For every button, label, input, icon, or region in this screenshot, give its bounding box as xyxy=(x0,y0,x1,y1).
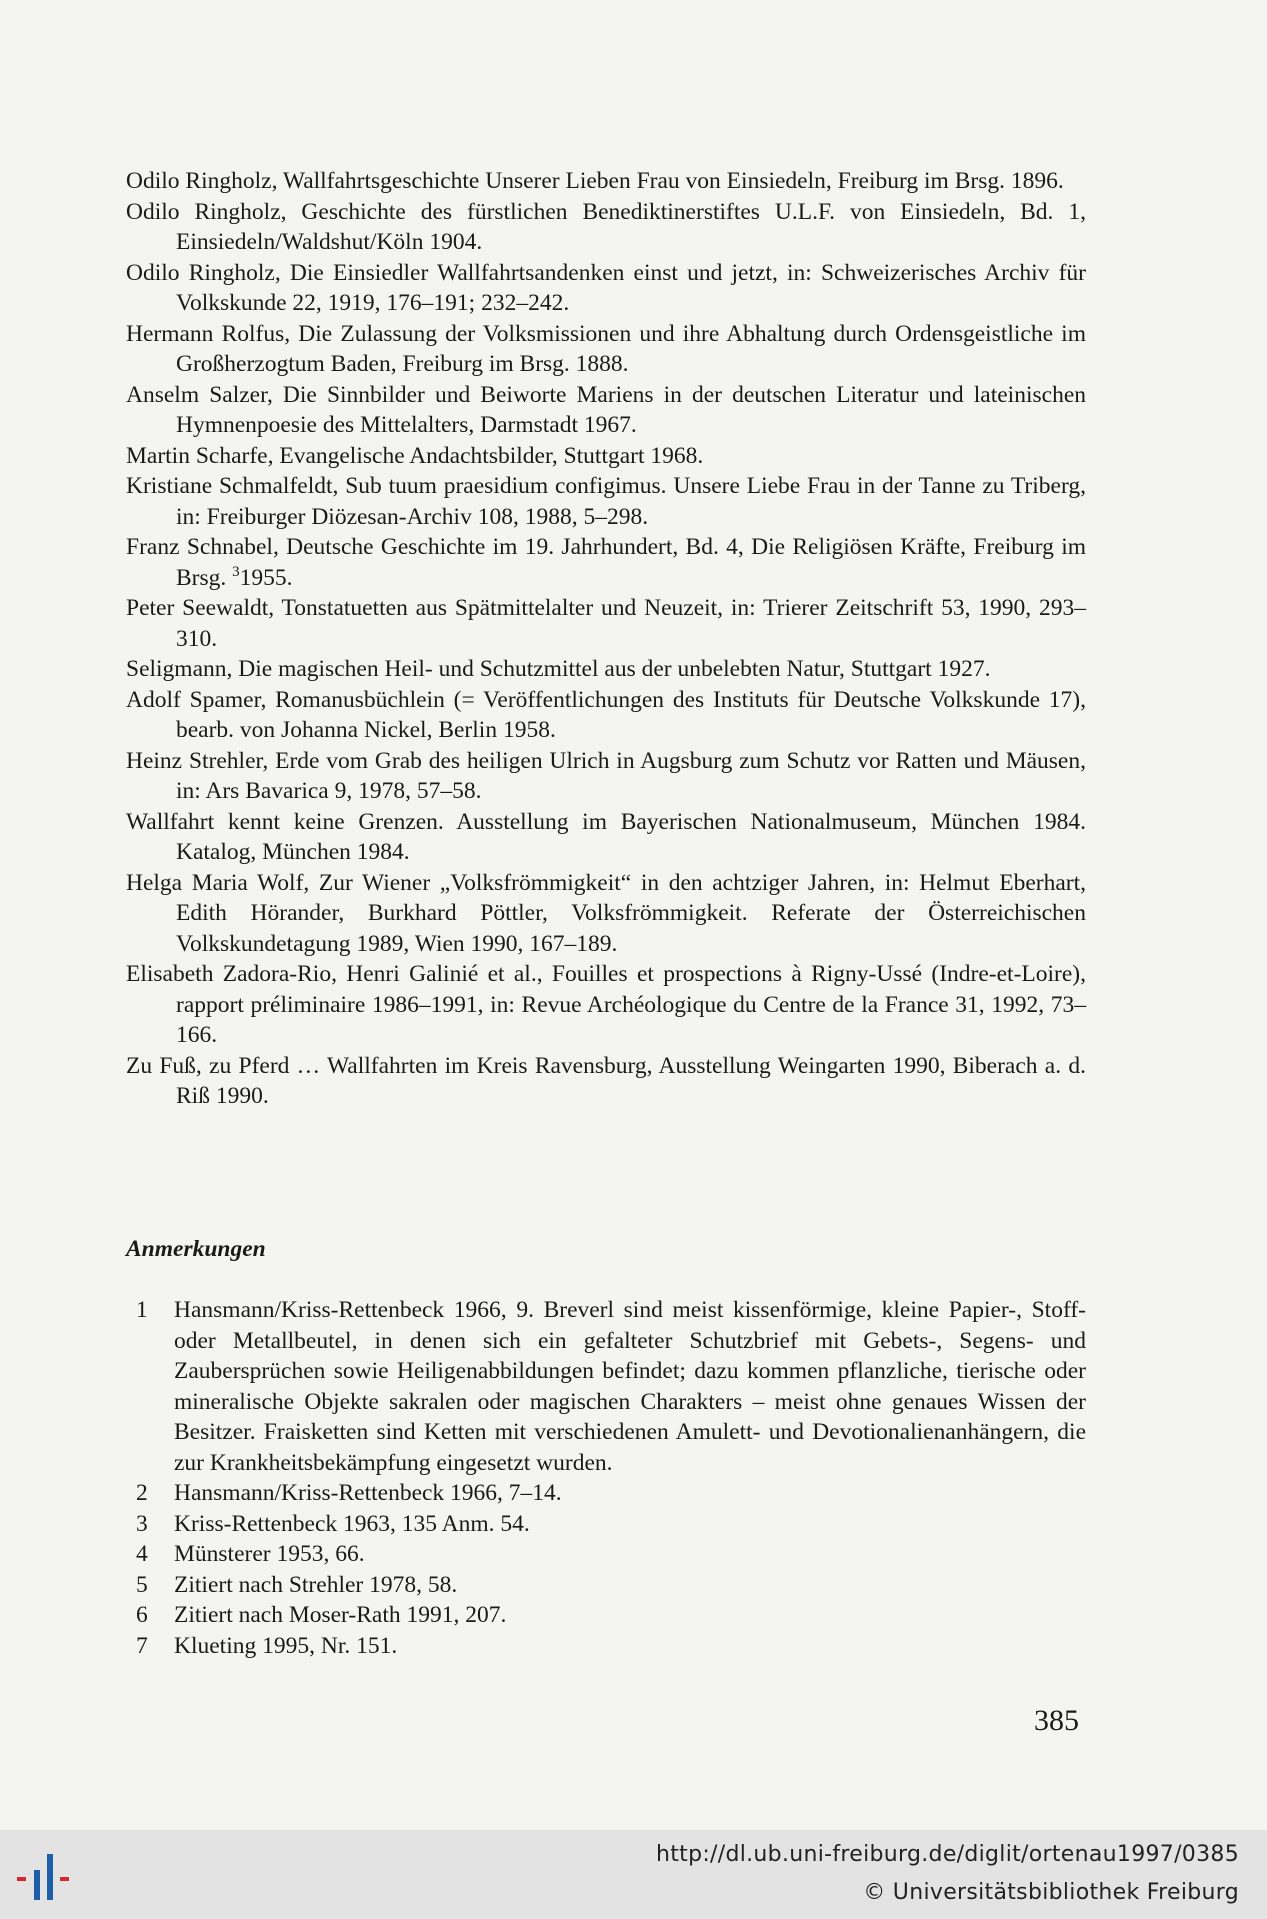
note-text: Kriss-Rettenbeck 1963, 135 Anm. 54. xyxy=(174,1510,530,1537)
bib-entry: Franz Schnabel, Deutsche Geschichte im 19. Jahrhundert, Bd. 4, Die Religiösen Kräfte, Freiburg im Brsg. $^3$1955. xyxy=(126,534,1086,591)
bib-entry: Odilo Ringholz, Wallfahrtsgeschichte Unserer Lieben Frau von Einsiedeln, Freiburg im Brsg. 1896. xyxy=(126,168,1064,194)
source-url-link[interactable]: http://dl.ub.uni-freiburg.de/diglit/ortenau1997/0385 xyxy=(655,1842,1239,1867)
note-text: Klueting 1995, Nr. 151. xyxy=(174,1632,398,1659)
note-number: 6 xyxy=(136,1602,148,1628)
bib-entry: Martin Scharfe, Evangelische Andachtsbilder, Stuttgart 1968. xyxy=(126,442,704,469)
note-item xyxy=(126,1570,1086,1601)
notes-heading: Anmerkungen xyxy=(126,1236,266,1262)
bib-entry: Odilo Ringholz, Die Einsiedler Wallfahrtsandenken einst und jetzt, in: Schweizerisches Archiv für Volkskunde 22, 1919, 176–191; 232–242. xyxy=(126,259,1086,316)
note-number: 2 xyxy=(136,1480,148,1506)
bib-entry: Wallfahrt kennt keine Grenzen. Ausstellung im Bayerischen Nationalmuseum, München 1984. Katalog, München 1984. xyxy=(126,808,1086,865)
note-number: 3 xyxy=(136,1510,148,1537)
bib-entry: Zu Fuß, zu Pferd … Wallfahrten im Kreis Ravensburg, Ausstellung Weingarten 1990, Biberach a. d. Riß 1990. xyxy=(126,1052,1086,1109)
bib-entry: Adolf Spamer, Romanusbüchlein (= Veröffentlichungen des Instituts für Deutsche Volkskunde 17), bearb. von Johanna Nickel, Berlin 1958. xyxy=(126,686,1086,743)
note-number: 4 xyxy=(136,1541,148,1567)
bib-entry: Heinz Strehler, Erde vom Grab des heiligen Ulrich in Augsburg zum Schutz vor Ratten und Mäusen, in: Ars Bavarica 9, 1978, 57–58. xyxy=(126,747,1086,804)
bib-entry: Elisabeth Zadora-Rio, Henri Galinié et al., Fouilles et prospections à Rigny-Ussé (Indre-et-Loire), rapport préliminaire 1986–1991, in: Revue Archéologique du Centre de la France 31, 1992, 73–166. xyxy=(126,961,1086,1048)
note-item xyxy=(126,1600,1086,1631)
note-text: Hansmann/Kriss-Rettenbeck 1966, 7–14. xyxy=(174,1480,562,1506)
note-text: Hansmann/Kriss-Rettenbeck 1966, 9. Breverl sind meist kissenförmige, kleine Papier-, Stoff- oder Metallbeutel, in denen sich ein gefalteter Schutzbrief mit Gebets-, Segens- und Zaubersprüchen sowie Heiligenabbildungen befindet; dazu kommen pflanzliche, tierische oder mineralische Objekte sakralen oder magischen Charakters – meist ohne genaues Wissen der Besitzer. Fraisketten sind Ketten mit verschiedenen Amulett- und Devotionalienanhängern, die zur Krankheitsbekämpfung eingesetzt wurden. xyxy=(174,1297,1086,1476)
edition-superscript: 3 xyxy=(232,563,240,580)
note-item xyxy=(126,1509,1086,1540)
notes-list xyxy=(126,1295,1086,1661)
note-item xyxy=(126,1539,1086,1570)
bib-entry: Seligmann, Die magischen Heil- und Schutzmittel aus der unbelebten Natur, Stuttgart 1927. xyxy=(126,656,991,682)
note-number: 7 xyxy=(136,1632,148,1659)
note-item xyxy=(126,1631,1086,1662)
note-text: Münsterer 1953, 66. xyxy=(174,1541,365,1567)
bib-entry: Hermann Rolfus, Die Zulassung der Volksmissionen und ihre Abhaltung durch Ordensgeistliche im Großherzogtum Baden, Freiburg im Brsg. 1888. xyxy=(126,320,1086,377)
copyright-notice: © Universitätsbibliothek Freiburg xyxy=(863,1880,1239,1905)
note-text: Zitiert nach Moser-Rath 1991, 207. xyxy=(174,1602,507,1628)
bib-entry: Anselm Salzer, Die Sinnbilder und Beiworte Mariens in der deutschen Literatur und lateinischen Hymnenpoesie des Mittelalters, Darmstadt 1967. xyxy=(126,381,1086,438)
note-item xyxy=(126,1478,1086,1509)
viewer-footer xyxy=(0,1830,1267,1919)
bib-entry: Odilo Ringholz, Geschichte des fürstlichen Benediktinerstiftes U.L.F. von Einsiedeln, Bd. 1, Einsiedeln/Waldshut/Köln 1904. xyxy=(126,198,1086,255)
page-number: 385 xyxy=(1034,1704,1079,1737)
note-item xyxy=(126,1295,1086,1478)
note-number: 1 xyxy=(136,1297,148,1323)
bib-entry: Helga Maria Wolf, Zur Wiener „Volksfrömmigkeit“ in den achtziger Jahren, in: Helmut Eberhart, Edith Hörander, Burkhard Pöttler, Volksfrömmigkeit. Referate der Österreichischen Volkskundetagung 1989, Wien 1990, 167–189. xyxy=(126,869,1086,957)
ub-freiburg-logo-icon xyxy=(14,1850,80,1902)
bib-entry: Kristiane Schmalfeldt, Sub tuum praesidium configimus. Unsere Liebe Frau in der Tanne zu Triberg, in: Freiburger Diözesan-Archiv 108, 1988, 5–298. xyxy=(126,473,1086,530)
note-number: 5 xyxy=(136,1571,148,1598)
bib-entry: Peter Seewaldt, Tonstatuetten aus Spätmittelalter und Neuzeit, in: Trierer Zeitschrift 53, 1990, 293–310. xyxy=(126,595,1086,652)
note-text: Zitiert nach Strehler 1978, 58. xyxy=(174,1571,458,1598)
bibliography-list xyxy=(126,166,1086,1112)
